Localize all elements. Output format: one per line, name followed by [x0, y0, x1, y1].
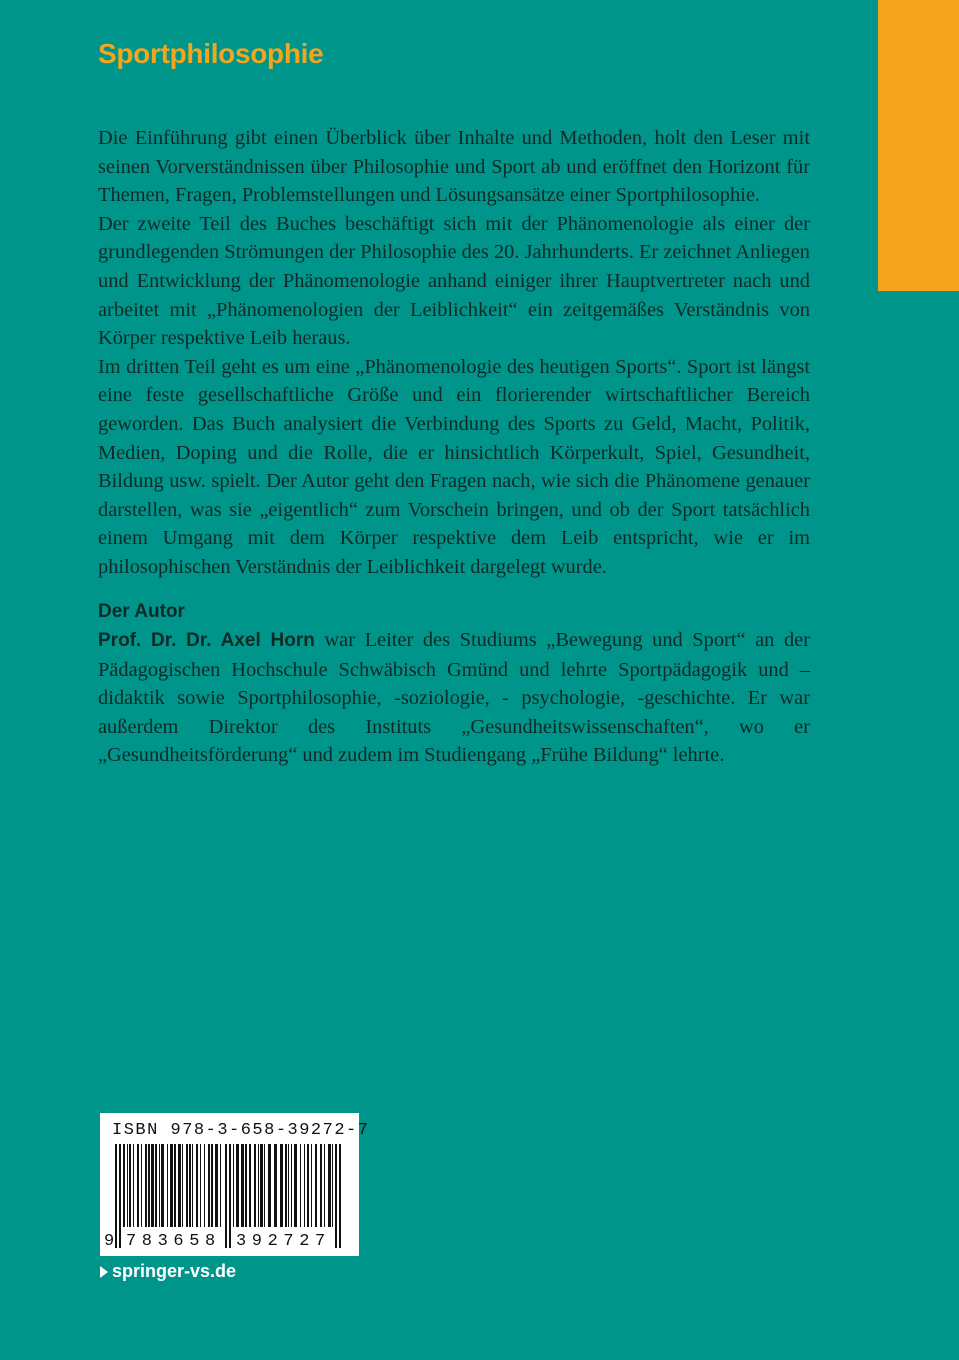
back-cover-text: [98, 124, 810, 770]
arrow-right-icon: [100, 1266, 108, 1278]
publisher-link[interactable]: [100, 1261, 236, 1282]
author-name: Prof. Dr. Dr. Axel Horn: [98, 630, 315, 652]
publisher-url: springer-vs.de: [112, 1261, 237, 1281]
barcode-digits-left: 783658: [126, 1232, 221, 1251]
author-bio-text: war Leiter des Studiums „Bewegung und Sport“ an der Pädagogischen Hochschule Schwäbisch Gmünd und lehrte Sportpädagogik und –didaktik sowie Sportphilosophie, -soziologie, - psychologie, -geschichte. Er war außerdem Direktor des Instituts „Gesundheitswissenschaften“, wo er „Gesundheitsförderung“ und zudem im Studiengang „Frühe Bildung“ lehrte.: [98, 629, 811, 767]
author-heading: Der Autor: [98, 600, 185, 622]
barcode-digits-right: 392727: [236, 1232, 331, 1251]
isbn-label: ISBN 978-3-658-39272-7: [112, 1121, 370, 1140]
series-title: Sportphilosophie: [98, 38, 324, 69]
description-paragraph-1: Die Einführung gibt einen Überblick über Inhalte und Methoden, holt den Leser mit seinen Vorverständnissen über Philosophie und Sport ab und eröffnet den Horizont für Themen, Fragen, Problemstellungen und Lösungsansätze einer Sportphilosophie.: [98, 127, 810, 207]
barcode-icon: [104, 1144, 349, 1251]
author-bio: [98, 626, 810, 770]
description-paragraph-3: Im dritten Teil geht es um eine „Phänomenologie des heutigen Sports“. Sport ist längst eine feste gesellschaftliche Größe und ein florierender wirtschaftlicher Bereich geworden. Das Buch analysiert die Verbindung des Sports zu Geld, Macht, Politik, Medien, Doping und die Rolle, die er hinsichtlich Körperkult, Spiel, Gesundheit, Bildung usw. spielt. Der Autor geht den Fragen nach, wie sich die Phänomene genauer darstellen, was sie „eigentlich“ zum Vorschein bringen, und ob der Sport tatsächlich einem Umgang mit dem Körper respektive dem Leib entspricht, wie er im philosophischen Verständnis der Leiblichkeit dargelegt wurde.: [98, 355, 810, 578]
barcode-digit-lead: 9: [104, 1232, 115, 1251]
description-paragraph-2: Der zweite Teil des Buches beschäftigt sich mit der Phänomenologie als einer der grundlegenden Strömungen der Philosophie des 20. Jahrhunderts. Er zeichnet Anliegen und Entwicklung der Phänomenologie anhand einiger ihrer Hauptvertreter nach und arbeitet mit „Phänomenologien der Leiblichkeit“ ein zeitgemäßes Verständnis von Körper respektive Leib heraus.: [98, 212, 810, 350]
accent-tab: [878, 0, 959, 291]
isbn-barcode: [100, 1113, 370, 1256]
